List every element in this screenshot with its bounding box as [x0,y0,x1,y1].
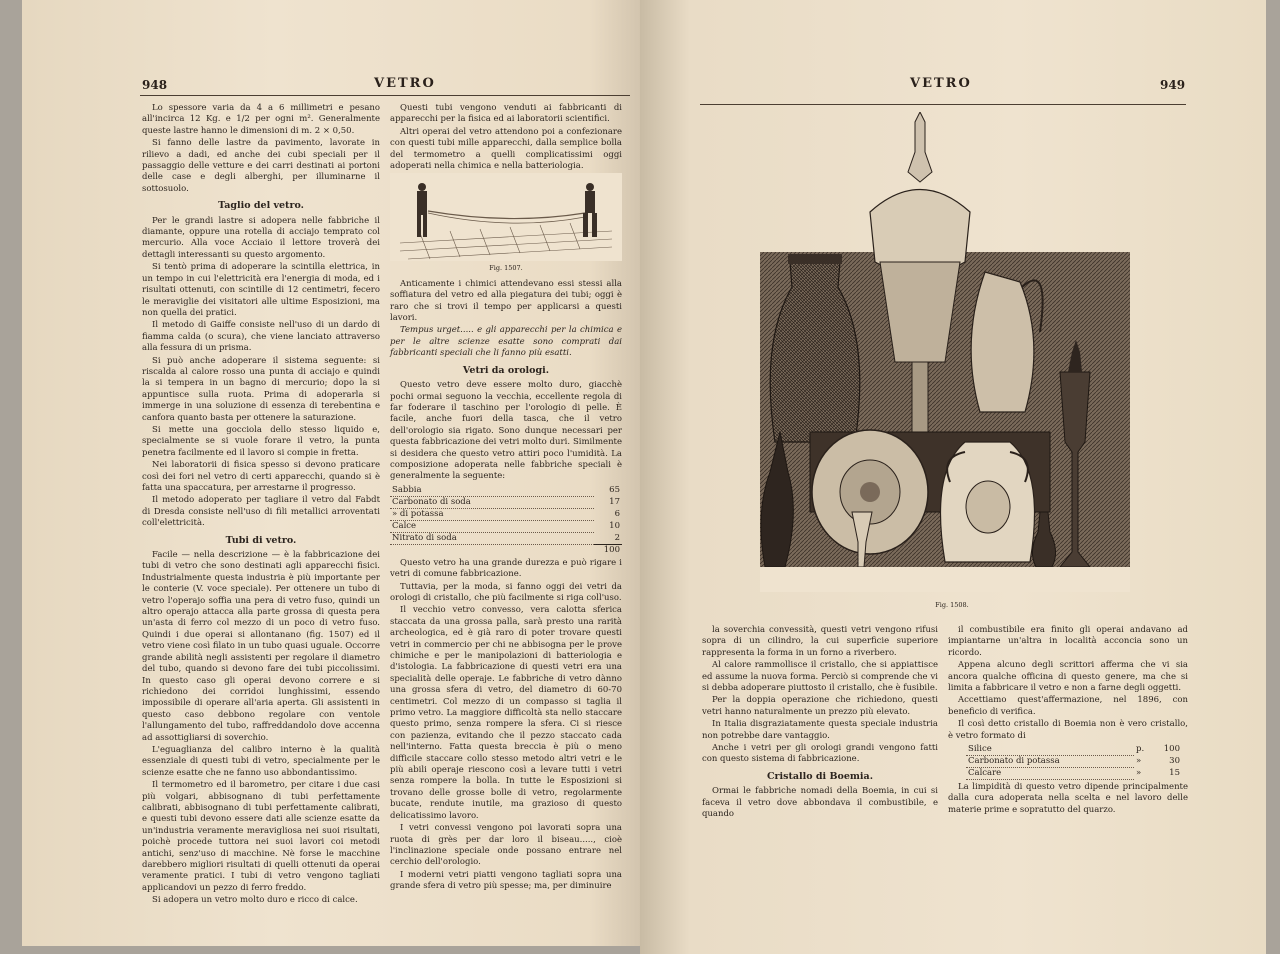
right-running-head: VETRO [910,76,972,91]
composition-table-orologi [390,485,622,556]
paragraph: Facile — nella descrizione — è la fabbricazione dei tubi di vetro che sono destinati agli apparecchi fisici. Industrialmente questa industria è più importante per le conterie (V. voce speciale). Per ottenere un tubo di vetro l'operajo soffia una pera di vetro fuso, quindi un altro operajo attacca alla parte grossa di questa pera un'asta di ferro col mezzo di un poco di vetro fuso. Quindi i due operai si allontanano (fig. 1507) ed il vetro viene così filato in un tubo quasi uguale. Occorre grande abilità negli assistenti per regolare il diametro del tubo, quando si devono fare dei tubi piccolissimi. In questo caso gli operai devono correre e si richiedono dei corridoi lunghissimi, essendo impossibile di operare all'aria aperta. Gli assistenti in questo caso debbono regolare con ventole l'allungamento del tubo, raffreddandolo dove accenna ad assottigliarsi di soverchio. [142,550,380,743]
right-page [640,0,1266,954]
left-page-number: 948 [142,78,168,92]
paragraph: Altri operai del vetro attendono poi a confezionare con questi tubi mille apparecchi, dalla semplice bolla del termometro a quelli complicatissimi oggi adoperati nella chimica e nella batteriologia. [390,126,622,172]
table-cell: » [1136,768,1142,779]
paragraph: Nei laboratorii di fisica spesso si devono praticare così dei fori nel vetro di certi apparecchi, quando si è fatta una spaccatura, per arrestarne il progresso. [142,460,380,493]
table-row [390,532,622,544]
paragraph: Il vecchio vetro convesso, vera calotta sferica staccata da una grossa palla, sarà presto una rarità archeologica, ed è già raro di poter trovare questi vetri in commercio per chi ne abbisogna per le prove chimiche e per le manipolazioni di batteriologia e d'istologia. La fabbricazione di questi vetri era una specialità delle operaje. Le fabbriche di vetro dànno una grossa sfera di vetro, del diametro di 60-70 centimetri. Col mezzo di un compasso si taglia il primo vetro. La maggiore difficoltà sta nello staccare questo primo, senza rompere la sfera. Ci si riesce con pazienza, evitando che il pezzo staccato cada nell'interno. Fatta questa breccia è più o meno difficile staccare collo stesso metodo altri vetri e le più abili operaje riescono così a levare tutti i vetri senza rompere la bolla. In tutte le Esposizioni si trovano delle grosse bolle di vetro, regolarmente bucate, rendute inutile, ma grazioso di questo delicatissimo lavoro. [390,605,622,821]
table-total: 100 [594,544,622,556]
paragraph: il combustibile era finito gli operai andavano ad impiantarne un'altra in località acconcia sono un ricordo. [948,625,1188,658]
table-row [390,508,622,520]
paragraph: Si mette una gocciola dello stesso liquido e, specialmente se si vuole forare il vetro, la punta penetra facilmente ed il lavoro si compie in fretta. [142,424,380,458]
table-row [966,756,1182,768]
table-cell: Carbonato di soda [390,496,594,508]
paragraph: Lo spessore varia da 4 a 6 millimetri e pesano all'incirca 12 Kg. e 1/2 per ogni m². Generalmente queste lastre hanno le dimensioni di m. 2 × 0,50. [142,103,380,136]
table-cell: Carbonato di potassa [966,756,1134,768]
right-column-2 [948,625,1188,817]
table-cell: 6 [614,508,620,519]
paragraph: Il metodo di Gaiffe consiste nell'uso di un dardo di fiamma calda (o scura), che viene lanciato attraverso alla fessura di un prisma. [142,320,380,354]
paragraph: Questi tubi vengono venduti ai fabbricanti di apparecchi per la fisica ed ai laboratorii scientifici. [390,103,622,125]
table-cell: 2 [614,532,620,543]
paragraph: I vetri convessi vengono poi lavorati sopra una ruota di grès per dar loro il biseau....., cioè l'inclinazione speciale onde possano entrare nel cerchio dell'orologio. [390,823,622,868]
paragraph: Per le grandi lastre si adopera nelle fabbriche il diamante, oppure una rotella di acciajo temprato col mercurio. Alla voce Acciaio il lettore troverà dei dettagli interessanti su questo argomento. [142,215,380,260]
paragraph: Si può anche adoperare il sistema seguente: si riscalda al calore rosso una punta di acciajo e quindi la si tempera in un bagno di mercurio; dopo la si appuntisce sulla ruota. Prima di adoperarla si immerge in una soluzione di essenza di terebentina e canfora quanto basta per ottenere la saturazione. [142,355,380,423]
table-cell: » [1136,756,1142,767]
table-cell: 17 [609,496,620,507]
paragraph: Per la doppia operazione che richiedono, questi vetri hanno naturalmente un prezzo più elevato. [702,695,938,717]
right-column-1 [702,625,938,822]
section-heading-tubi: Tubi di vetro. [225,534,297,546]
paragraph: Tuttavia, per la moda, si fanno oggi dei vetri da orologi di cristallo, che più facilmente si riga coll'uso. [390,581,622,603]
left-column-2 [390,103,622,894]
table-cell: » di potassa [390,508,594,520]
paragraph: Ormai le fabbriche nomadi della Boemia, in cui si faceva il vetro dove abbondava il combustibile, e quando [702,786,938,820]
table-cell: p. [1136,744,1145,755]
figure-1508-caption: Fig. 1508. [935,601,969,609]
paragraph: Accettiamo quest'affermazione, nel 1896, con beneficio di verifica. [948,695,1188,717]
paragraph: Anche i vetri per gli orologi grandi vengono fatti con questo sistema di fabbricazione. [702,743,938,765]
paragraph: Questo vetro ha una grande durezza e può rigare i vetri di comune fabbricazione. [390,557,622,580]
table-cell: 100 [1163,744,1180,755]
paragraph: la soverchia convessità, questi vetri vengono rifusi sopra di un cilindro, la cui superficie superiore rappresenta la forma in un forno a riverbero. [702,625,938,658]
figure-1508-glassware-engraving [760,112,1130,592]
table-cell: Silice [966,744,1134,756]
left-page [22,0,652,946]
paragraph: La limpidità di questo vetro dipende principalmente dalla cura adoperata nella scelta e nel lavoro delle materie prime e sopratutto del quarzo. [948,782,1188,815]
section-heading-taglio: Taglio del vetro. [218,200,304,212]
paragraph: Anticamente i chimici attendevano essi stessi alla soffiatura del vetro ed alla piegatura dei tubi; oggi è raro che si trovi il tempo per applicarsi a questi lavori. [390,278,622,324]
figure-1507-caption: Fig. 1507. [489,264,523,273]
left-column-1 [142,103,380,908]
paragraph: Il così detto cristallo di Boemia non è vero cristallo, è vetro formato di [948,719,1188,741]
table-row [966,768,1182,780]
table-row [390,485,622,497]
left-header [142,78,622,94]
paragraph: Questo vetro deve essere molto duro, giacchè pochi ormai seguono la vecchia, eccellente regola di far foderare il taschino per l'orologio di pelle. È facile, anche fuori della tasca, che il vetro dell'orologio sia rigato. Sono dunque necessari per questa fabbricazione dei vetri molto duri. Similmente si desidera che questo vetro attiri poco l'umidità. La composizione adoperata nelle fabbriche speciali è generalmente la seguente: [390,380,622,482]
figure-1508-caption-wrapper [922,598,982,615]
paragraph: In Italia disgraziatamente questa speciale industria non potrebbe dare vantaggio. [702,719,938,741]
section-heading-orologi: Vetri da orologi. [462,364,550,376]
paragraph: Si fanno delle lastre da pavimento, lavorate in rilievo a dadi, ed anche dei cubi speciali per il passaggio delle vetture e dei carri destinati ai portoni delle case e degli alberghi, per illuminarne il sottosuolo. [142,138,380,194]
right-page-number: 949 [1160,78,1186,92]
table-row [966,744,1182,756]
table-cell: Calcare [966,768,1134,780]
table-cell: 10 [609,520,620,531]
figure-1507-glass-tube-drawing [390,173,622,261]
paragraph: Il metodo adoperato per tagliare il vetro dal Fabdt di Dresda consiste nell'uso di fili metallici arroventati coll'elettricità. [142,495,380,529]
table-row [390,496,622,508]
paragraph: Tempus urget..... e gli apparecchi per la chimica e per le altre scienze esatte sono comprati dai fabbricanti speciali che li fanno più esatti. [390,325,622,359]
paragraph: L'eguaglianza del calibro interno è la qualità essenziale di questi tubi di vetro, specialmente per le scienze esatte che ne fanno uso abbondantissimo. [142,744,380,778]
left-header-rule [140,95,630,96]
paragraph: Appena alcuno degli scrittori afferma che vi sia ancora qualche officina di questo genere, ma che si limita a fabbricare il vetro e non a farne degli oggetti. [948,660,1188,694]
table-cell: 15 [1169,768,1180,779]
table-cell: 65 [609,485,620,495]
table-row [390,520,622,532]
section-heading-boemia: Cristallo di Boemia. [766,770,874,782]
paragraph: I moderni vetri piatti vengono tagliati sopra una grande sfera di vetro più spesse; ma, per diminuire [390,869,622,892]
right-header-rule [700,104,1186,105]
paragraph: Si tentò prima di adoperare la scintilla elettrica, in un tempo in cui l'elettricità era l'energia di moda, ed i risultati ottenuti, con scintille di 12 centimetri, fecero le meraviglie dei visitatori alle ultime Esposizioni, ma non quella dei pratici. [142,262,380,318]
left-running-head: VETRO [374,76,436,91]
table-cell: Nitrato di soda [390,532,594,544]
paragraph: Si adopera un vetro molto duro e ricco di calce. [152,895,358,906]
paragraph: Al calore rammollisce il cristallo, che si appiattisce ed assume la nuova forma. Perciò si comprende che vi si debba adoperare piuttosto il cristallo, che è fusibile. [702,660,938,694]
composition-table-boemia [966,744,1182,780]
paragraph: Il termometro ed il barometro, per citare i due casi più volgari, abbisognano di tubi perfettamente calibrati, abbisognano di tubi perfettamente calibrati, e questi tubi devono essere dati alle scienze esatte da un'industria veramente meravigliosa nei suoi risultati, poichè procede tuttora nei suoi lavori coi metodi antichi, senz'uso di macchine. Nè forse le macchine darebbero migliori risultati di quelli ottenuti da operai veramente pratici. I tubi di vetro vengono tagliati applicandovi un pezzo di ferro freddo. [142,780,380,893]
right-header [702,76,1186,94]
table-cell: 30 [1169,756,1180,767]
table-cell: Calce [390,520,594,532]
table-cell: Sabbia [390,485,594,497]
table-total-row [390,544,622,556]
